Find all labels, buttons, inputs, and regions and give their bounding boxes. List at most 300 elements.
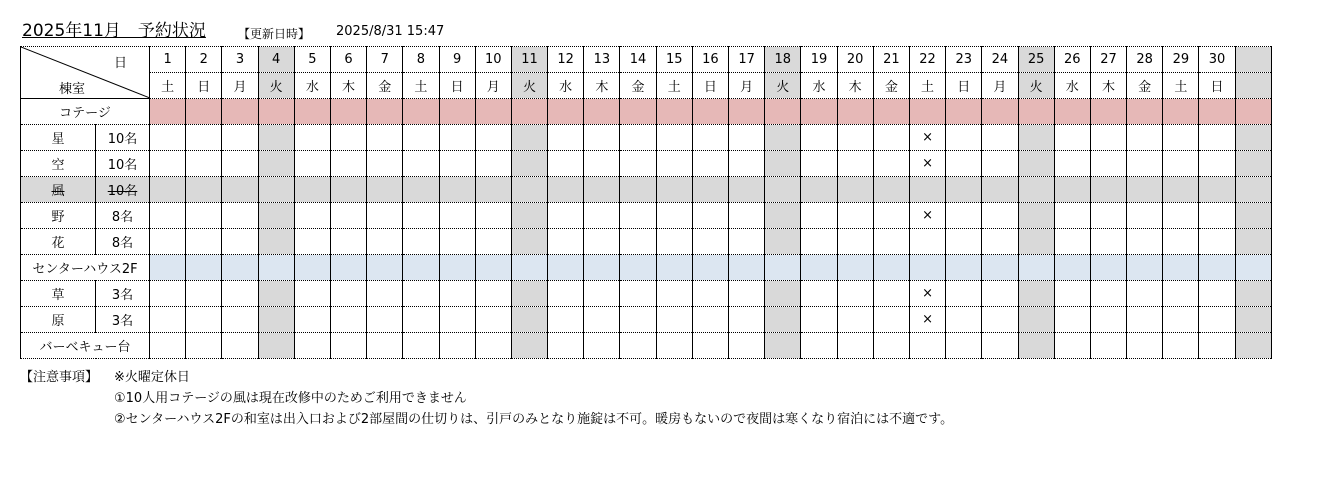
availability-cell [837,151,873,177]
availability-cell [367,229,403,255]
availability-cell [584,151,620,177]
availability-cell [1054,203,1090,229]
day-weekday: 土 [656,73,692,99]
day-weekday: 日 [439,73,475,99]
availability-cell [475,151,511,177]
availability-cell [765,125,801,151]
availability-cell [1018,307,1054,333]
availability-cell [1163,177,1199,203]
category-cell [1235,99,1271,125]
availability-cell [837,333,873,359]
day-number: 27 [1090,47,1126,73]
availability-cell [729,151,765,177]
booked-mark: × [909,307,945,333]
availability-cell [982,203,1018,229]
category-cell [186,99,222,125]
category-cell [801,99,837,125]
availability-cell [367,333,403,359]
availability-cell [1090,177,1126,203]
category-cell [475,255,511,281]
availability-cell [186,333,222,359]
availability-cell [150,203,186,229]
availability-cell [656,203,692,229]
category-cell [946,255,982,281]
availability-cell [439,203,475,229]
availability-cell [403,229,439,255]
availability-cell [1127,229,1163,255]
reservation-table [20,46,1272,359]
availability-cell [511,151,547,177]
category-cell [1199,255,1235,281]
availability-cell [692,177,728,203]
availability-cell [258,125,294,151]
day-number: 29 [1163,47,1199,73]
availability-cell [475,281,511,307]
room-capacity: 10名 [96,151,150,177]
availability-cell [1163,307,1199,333]
availability-cell [584,229,620,255]
day-weekday: 水 [548,73,584,99]
day-number: 13 [584,47,620,73]
availability-cell [765,229,801,255]
category-cell [511,255,547,281]
day-number: 3 [222,47,258,73]
category-cell [294,99,330,125]
availability-cell [150,333,186,359]
availability-cell [294,125,330,151]
category-cell [584,99,620,125]
availability-cell [765,281,801,307]
availability-cell [1163,281,1199,307]
availability-cell [1054,333,1090,359]
availability-cell [692,125,728,151]
availability-cell [150,177,186,203]
day-weekday: 木 [1090,73,1126,99]
availability-cell [837,229,873,255]
page-title: 2025年11月 予約状況 [22,21,206,41]
day-number: 22 [909,47,945,73]
tail-column [1235,125,1271,151]
availability-cell [982,125,1018,151]
category-cell [1018,255,1054,281]
availability-cell [330,229,366,255]
day-number: 10 [475,47,511,73]
availability-cell [620,281,656,307]
availability-cell [150,125,186,151]
category-cell [439,99,475,125]
availability-cell [1054,125,1090,151]
availability-cell [1163,229,1199,255]
availability-cell [584,307,620,333]
category-cell [1235,255,1271,281]
notes-heading: 【注意事項】 [20,370,99,385]
day-number: 21 [873,47,909,73]
day-number: 19 [801,47,837,73]
availability-cell [692,203,728,229]
day-weekday: 日 [186,73,222,99]
availability-cell [873,203,909,229]
availability-cell [548,281,584,307]
availability-cell [222,281,258,307]
availability-cell [620,229,656,255]
day-weekday: 月 [222,73,258,99]
availability-cell [439,333,475,359]
availability-cell [186,151,222,177]
day-weekday: 火 [511,73,547,99]
availability-cell [729,125,765,151]
availability-cell [873,307,909,333]
day-number: 7 [367,47,403,73]
availability-cell [873,333,909,359]
availability-cell [475,229,511,255]
availability-cell [909,229,945,255]
availability-cell [548,229,584,255]
category-cell [801,255,837,281]
category-cell [873,99,909,125]
availability-cell [1018,151,1054,177]
category-cell [150,255,186,281]
day-number: 14 [620,47,656,73]
facility-label: バーベキュー台 [21,333,150,359]
availability-cell [330,177,366,203]
availability-cell [656,333,692,359]
room-capacity: 3名 [96,281,150,307]
availability-cell [1090,307,1126,333]
availability-cell [1163,333,1199,359]
availability-cell [729,281,765,307]
availability-cell [1163,125,1199,151]
booked-mark: × [909,151,945,177]
room-name: 野 [21,203,96,229]
day-weekday: 日 [692,73,728,99]
day-number: 20 [837,47,873,73]
availability-cell [584,333,620,359]
availability-cell [909,177,945,203]
category-cell [620,99,656,125]
day-weekday: 土 [1163,73,1199,99]
availability-cell [656,307,692,333]
availability-cell [548,203,584,229]
availability-cell [294,177,330,203]
category-cell [548,99,584,125]
day-weekday: 月 [982,73,1018,99]
category-cell [692,99,728,125]
availability-cell [692,281,728,307]
corner-header [21,47,150,99]
day-number: 11 [511,47,547,73]
availability-cell [548,151,584,177]
day-weekday: 火 [765,73,801,99]
availability-cell [620,307,656,333]
availability-cell [258,281,294,307]
availability-cell [620,177,656,203]
category-cell [403,255,439,281]
tail-column [1235,47,1271,73]
availability-cell [982,333,1018,359]
availability-cell [1127,177,1163,203]
availability-cell [258,151,294,177]
availability-cell [367,151,403,177]
availability-cell [1018,229,1054,255]
day-weekday: 土 [403,73,439,99]
day-number: 18 [765,47,801,73]
availability-cell [511,229,547,255]
room-capacity: 8名 [96,229,150,255]
updated-label: 【更新日時】 [238,27,311,41]
tail-column [1235,333,1271,359]
availability-cell [620,125,656,151]
availability-cell [186,281,222,307]
availability-cell [837,307,873,333]
availability-cell [946,281,982,307]
availability-cell [150,281,186,307]
category-cell [656,255,692,281]
availability-cell [584,281,620,307]
availability-cell [656,229,692,255]
day-weekday: 金 [873,73,909,99]
day-number: 28 [1127,47,1163,73]
tail-column [1235,73,1271,99]
category-cell [909,99,945,125]
availability-cell [186,307,222,333]
availability-cell [801,177,837,203]
day-number: 26 [1054,47,1090,73]
category-cell [946,99,982,125]
availability-cell [1199,307,1235,333]
availability-cell [222,203,258,229]
availability-cell [729,333,765,359]
category-cell [222,255,258,281]
day-number: 25 [1018,47,1054,73]
availability-cell [584,177,620,203]
availability-cell [729,203,765,229]
availability-cell [367,125,403,151]
availability-cell [1054,177,1090,203]
availability-cell [475,307,511,333]
availability-cell [330,125,366,151]
availability-cell [1199,151,1235,177]
availability-cell [765,333,801,359]
availability-cell [1199,177,1235,203]
availability-cell [330,151,366,177]
availability-cell [330,281,366,307]
availability-cell [186,177,222,203]
category-cell [403,99,439,125]
availability-cell [1054,307,1090,333]
booked-mark: × [909,281,945,307]
availability-cell [1127,307,1163,333]
day-number: 5 [294,47,330,73]
availability-cell [403,333,439,359]
booked-mark: × [909,125,945,151]
availability-cell [1054,281,1090,307]
availability-cell [765,307,801,333]
availability-cell [1199,333,1235,359]
availability-cell [403,125,439,151]
corner-day-label: 日 [113,56,127,71]
room-capacity: 10名 [96,177,150,203]
availability-cell [946,151,982,177]
availability-cell [620,151,656,177]
room-capacity: 10名 [96,125,150,151]
day-number: 24 [982,47,1018,73]
tail-column [1235,281,1271,307]
availability-cell [692,229,728,255]
availability-cell [475,333,511,359]
category-cell [1018,99,1054,125]
availability-cell [1090,125,1126,151]
availability-cell [439,177,475,203]
availability-cell [1090,333,1126,359]
availability-cell [1163,151,1199,177]
category-cell [150,99,186,125]
category-cell [439,255,475,281]
availability-cell [946,307,982,333]
availability-cell [294,281,330,307]
availability-cell [439,125,475,151]
availability-cell [330,333,366,359]
availability-cell [367,203,403,229]
availability-cell [258,203,294,229]
corner-room-label: 棟室 [59,82,86,97]
category-cell [330,255,366,281]
room-name: 草 [21,281,96,307]
note-item: ①10人用コテージの風は現在改修中のためご利用できません [114,391,467,406]
day-weekday: 金 [1127,73,1163,99]
category-cell [367,255,403,281]
availability-cell [186,125,222,151]
availability-cell [1199,281,1235,307]
day-weekday: 火 [1018,73,1054,99]
day-weekday: 月 [729,73,765,99]
availability-cell [837,125,873,151]
day-weekday: 水 [294,73,330,99]
availability-cell [837,281,873,307]
category-label: コテージ [21,99,150,125]
tail-column [1235,177,1271,203]
availability-cell [475,177,511,203]
availability-cell [982,229,1018,255]
category-cell [258,255,294,281]
tail-column [1235,203,1271,229]
availability-cell [1090,229,1126,255]
availability-cell [729,307,765,333]
tail-column [1235,307,1271,333]
availability-cell [620,333,656,359]
availability-cell [1018,177,1054,203]
availability-cell [475,203,511,229]
category-cell [1054,255,1090,281]
availability-cell [1127,203,1163,229]
day-number: 1 [150,47,186,73]
day-number: 12 [548,47,584,73]
room-capacity: 3名 [96,307,150,333]
availability-cell [548,125,584,151]
availability-cell [946,229,982,255]
availability-cell [1127,125,1163,151]
category-cell [982,99,1018,125]
day-number: 9 [439,47,475,73]
room-name: 空 [21,151,96,177]
category-cell [258,99,294,125]
availability-cell [765,177,801,203]
availability-cell [439,229,475,255]
room-name: 星 [21,125,96,151]
availability-cell [222,307,258,333]
availability-cell [946,203,982,229]
availability-cell [946,177,982,203]
category-cell [729,99,765,125]
availability-cell [294,151,330,177]
availability-cell [403,177,439,203]
availability-cell [873,177,909,203]
category-cell [186,255,222,281]
category-cell [330,99,366,125]
availability-cell [1163,203,1199,229]
updated-timestamp: 2025/8/31 15:47 [336,24,445,39]
availability-cell [656,177,692,203]
tail-column [1235,229,1271,255]
availability-cell [584,203,620,229]
category-cell [294,255,330,281]
category-cell [656,99,692,125]
day-number: 17 [729,47,765,73]
corner-diagonal [21,47,150,99]
day-weekday: 水 [801,73,837,99]
category-cell [837,255,873,281]
availability-cell [403,151,439,177]
availability-cell [729,229,765,255]
availability-cell [1018,125,1054,151]
availability-cell [1054,151,1090,177]
category-cell [548,255,584,281]
category-cell [511,99,547,125]
day-weekday: 木 [584,73,620,99]
availability-cell [1199,203,1235,229]
availability-cell [294,229,330,255]
category-cell [982,255,1018,281]
day-number: 6 [330,47,366,73]
category-cell [873,255,909,281]
day-weekday: 金 [367,73,403,99]
day-weekday: 土 [150,73,186,99]
availability-cell [1054,229,1090,255]
availability-cell [367,177,403,203]
availability-cell [548,307,584,333]
availability-cell [620,203,656,229]
day-number: 15 [656,47,692,73]
availability-cell [222,333,258,359]
availability-cell [873,125,909,151]
availability-cell [982,281,1018,307]
day-weekday: 日 [946,73,982,99]
availability-cell [330,307,366,333]
availability-cell [1018,203,1054,229]
availability-cell [801,307,837,333]
availability-cell [511,125,547,151]
availability-cell [439,307,475,333]
availability-cell [1090,203,1126,229]
availability-cell [873,229,909,255]
category-cell [765,99,801,125]
availability-cell [258,307,294,333]
availability-cell [656,281,692,307]
availability-cell [982,307,1018,333]
availability-cell [801,333,837,359]
category-cell [620,255,656,281]
availability-cell [656,151,692,177]
category-label: センターハウス2F [21,255,150,281]
